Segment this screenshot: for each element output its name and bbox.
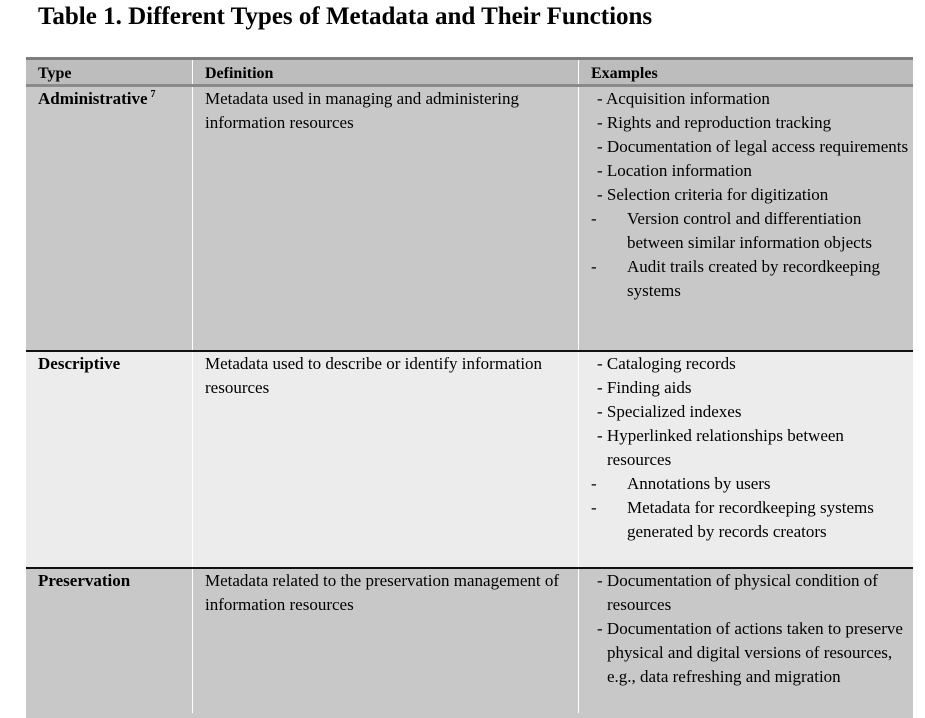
list-item: - Documentation of legal access requirements [597,137,909,156]
list-item: - Rights and reproduction tracking [597,113,832,132]
list-item: - Acquisition information [597,89,770,108]
table-row [26,352,913,569]
type-cell [26,569,193,713]
list-item: - Annotations by users [591,474,771,493]
definition-cell [193,352,579,567]
table-header-row [26,60,913,87]
next-row-fragment [26,713,913,718]
metadata-table [26,57,913,715]
footnote-marker: 7 [150,89,156,101]
definition-cell [193,87,579,350]
list-item: - Hyperlinked relationships between resources [597,426,844,469]
list-item: - Audit trails created by recordkeeping systems [591,257,881,300]
list-item: - Selection criteria for digitization [597,185,829,204]
list-item: - Cataloging records [597,354,736,373]
table-row [26,87,913,352]
list-item: - Location information [597,161,752,180]
table-row [26,569,913,715]
list-item: - Version control and differentiation between similar information objects [591,209,873,252]
table-title: Table 1. Different Types of Metadata and Their Functions [38,3,653,30]
examples-cell [579,87,913,350]
type-cell [26,87,193,350]
header-definition: Definition [193,60,579,84]
header-examples: Examples [591,65,658,82]
definition-text: Metadata used to describe or identify information resources [205,354,543,397]
definition-text: Metadata used in managing and administering information resources [205,89,519,132]
list-item: - Documentation of physical condition of resources [597,571,878,614]
list-item: - Specialized indexes [597,402,742,421]
type-label: Preservation [38,571,131,590]
definition-text: Metadata related to the preservation management of information resources [205,571,560,614]
type-label: Descriptive [38,354,121,373]
header-type: Type [26,60,193,84]
type-label: Administrative [38,89,148,108]
type-cell [26,352,193,567]
list-item: - Documentation of actions taken to preserve physical and digital versions of resources, e.g., data refreshing and migration [597,619,903,686]
examples-cell [579,569,913,713]
examples-cell [579,352,913,567]
list-item: - Metadata for recordkeeping systems generated by records creators [591,498,874,541]
definition-cell [193,569,579,713]
list-item: - Finding aids [597,378,692,397]
